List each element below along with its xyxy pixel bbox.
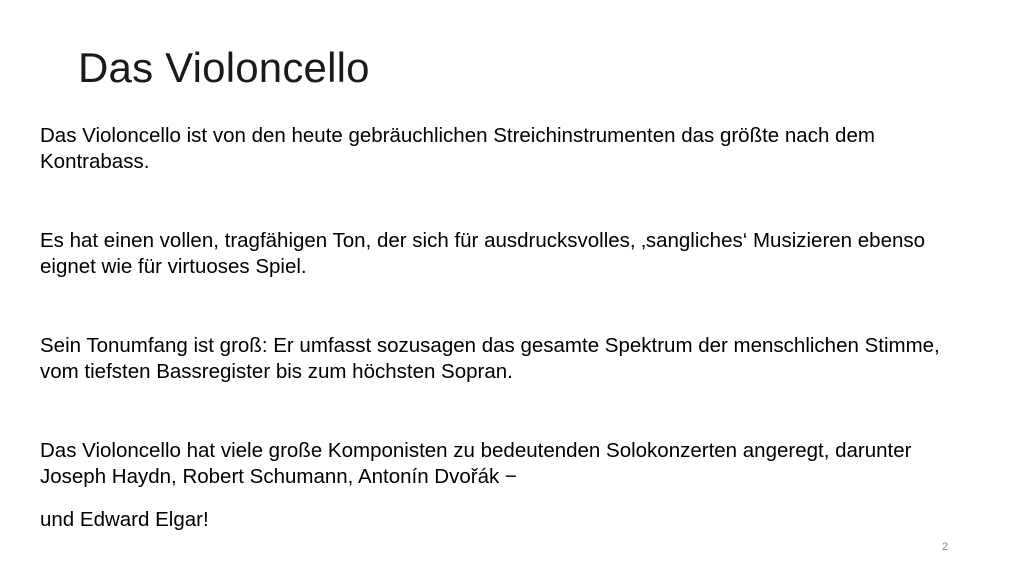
paragraph-composers: Das Violoncello hat viele große Komponisten zu bedeutenden Solokonzerten angeregt, darunter Joseph Haydn, Robert Schumann, Antonín Dvořák − <box>40 439 912 488</box>
slide-page-number: 2 <box>941 541 949 553</box>
paragraph-range: Sein Tonumfang ist groß: Er umfasst sozusagen das gesamte Spektrum der menschlichen Stimme, vom tiefsten Bassregister bis zum höchsten Sopran. <box>40 334 940 383</box>
paragraph-elgar: und Edward Elgar! <box>40 508 209 531</box>
paragraph-size: Das Violoncello ist von den heute gebräuchlichen Streichinstrumenten das größte nach dem Kontrabass. <box>40 124 875 173</box>
paragraph-tone: Es hat einen vollen, tragfähigen Ton, der sich für ausdrucksvolles, ‚sangliches‘ Musizieren ebenso eignet wie für virtuoses Spiel. <box>40 229 926 278</box>
slide-title: Das Violoncello <box>78 44 370 91</box>
